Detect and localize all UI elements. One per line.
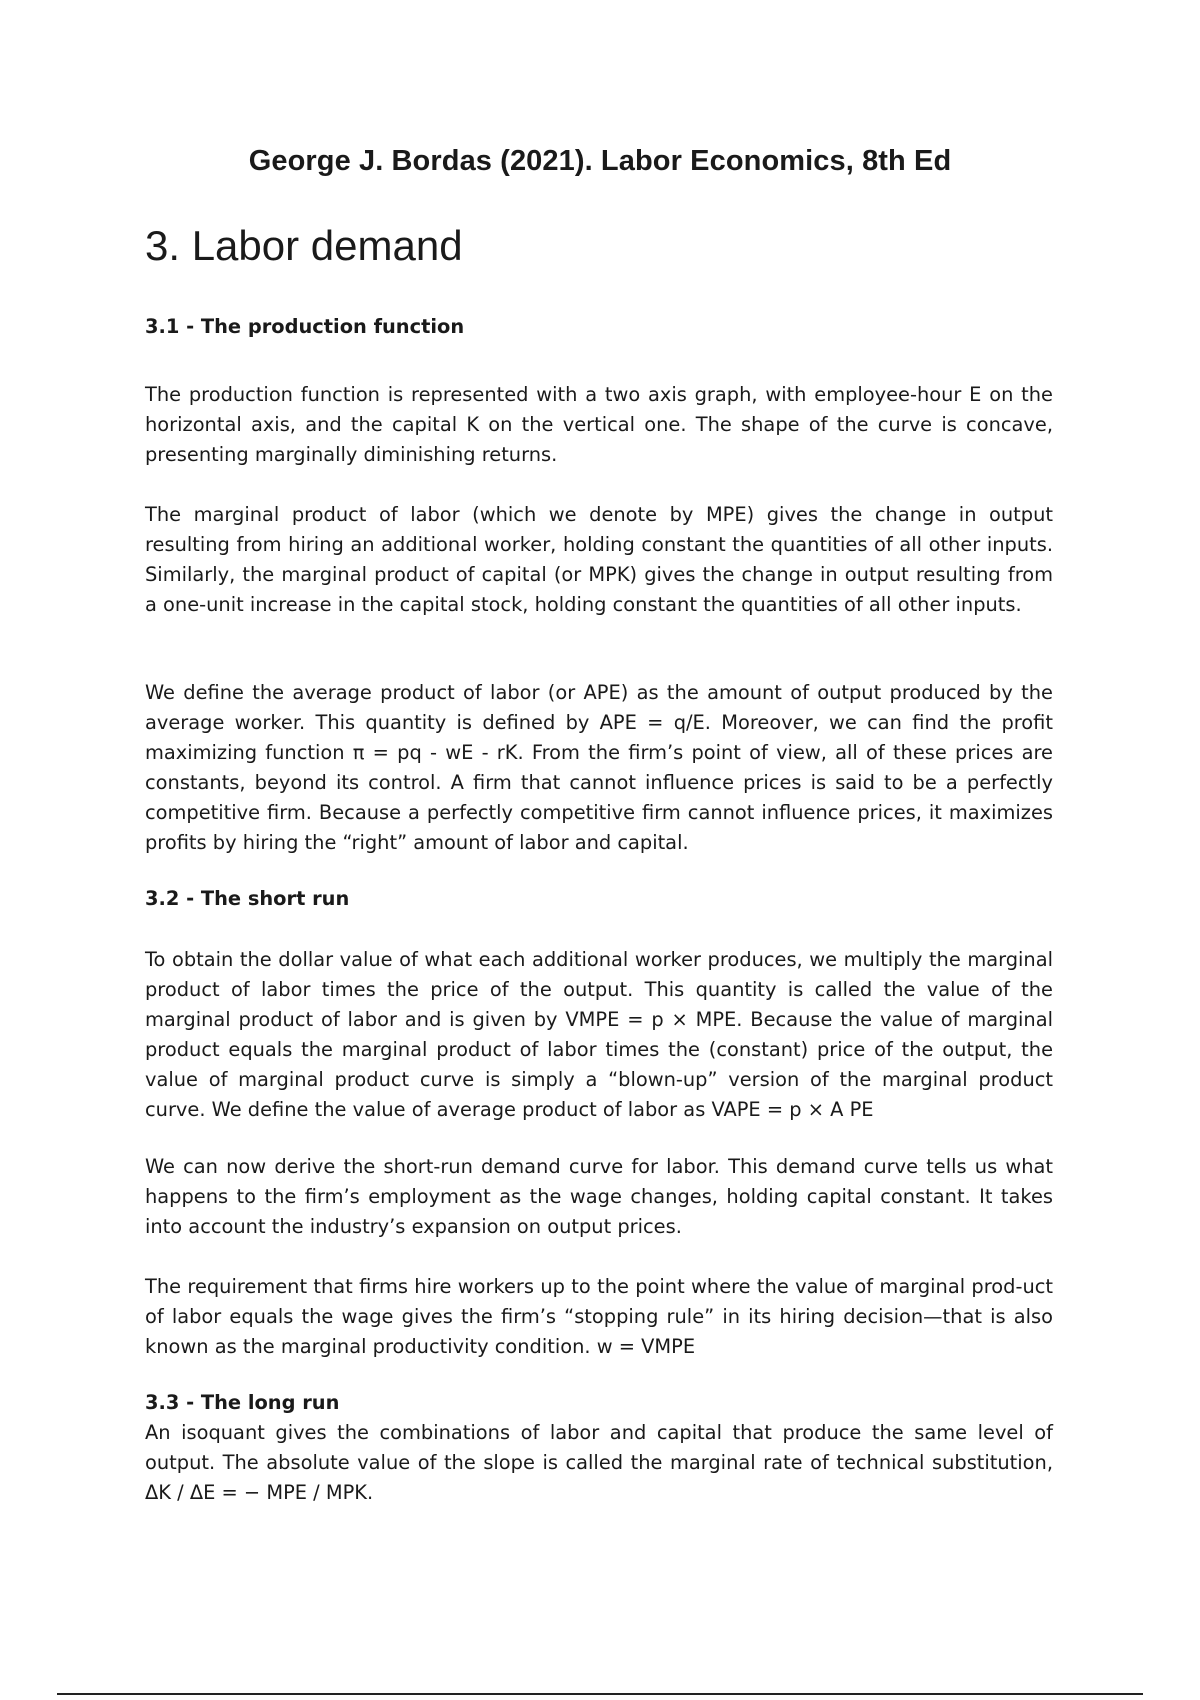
chapter-title: 3. Labor demand: [145, 222, 463, 269]
document-title: George J. Bordas (2021). Labor Economics, 8th Ed: [248, 145, 952, 177]
section-heading-3-2-block: [145, 884, 1053, 914]
paragraph-vmpe: To obtain the dollar value of what each additional worker produces, we multiply the marginal product of labor times the price of the output. This quantity is called the value of the marginal product of labor and is given by VMPE = p × MPE. Because the value of marginal product equals the marginal product of labor times the (constant) price of the output, the value of marginal product curve is simply a “blown-up” version of the marginal product curve. We define the value of average product of labor as VAPE = p × A PE: [145, 948, 1053, 1121]
paragraph-block: [145, 380, 1053, 470]
section-3-3-block: [145, 1388, 1053, 1508]
section-heading-3-1: 3.1 - The production function: [145, 315, 465, 338]
paragraph-block: [145, 1272, 1053, 1362]
paragraph-block: [145, 945, 1053, 1125]
section-heading-3-2: 3.2 - The short run: [145, 887, 350, 910]
paragraph-block: [145, 678, 1053, 858]
section-heading-3-3: 3.3 - The long run: [145, 1391, 340, 1414]
paragraph-stopping-rule: The requirement that firms hire workers up to the point where the value of marginal prod-uct of labor equals the wage gives the firm’s “stopping rule” in its hiring decision—that is also known as the marginal productivity condition. w = VMPE: [145, 1275, 1053, 1358]
paragraph-marginal-product: The marginal product of labor (which we denote by MPE) gives the change in output resulting from hiring an additional worker, holding constant the quantities of all other inputs. Similarly, the marginal product of capital (or MPK) gives the change in output resulting from a one-unit increase in the capital stock, holding constant the quantities of all other inputs.: [145, 503, 1053, 616]
paragraph-block: [145, 1152, 1053, 1242]
footer-divider: [57, 1693, 1143, 1695]
paragraph-production-function: The production function is represented with a two axis graph, with employee-hour E on the horizontal axis, and the capital K on the vertical one. The shape of the curve is concave, presenting marginally diminishing returns.: [145, 383, 1053, 466]
paragraph-average-product: We define the average product of labor (or APE) as the amount of output produced by the average worker. This quantity is defined by APE = q/E. Moreover, we can find the profit maximizing function π = pq - wE - rK. From the firm’s point of view, all of these prices are constants, beyond its control. A firm that cannot influence prices is said to be a perfectly competitive firm. Because a perfectly competitive firm cannot influence prices, it maximizes profits by hiring the “right” amount of labor and capital.: [145, 681, 1053, 854]
section-heading-3-1-block: [145, 312, 1053, 342]
paragraph-block: [145, 500, 1053, 620]
paragraph-short-run-demand: We can now derive the short-run demand curve for labor. This demand curve tells us what happens to the firm’s employment as the wage changes, holding capital constant. It takes into account the industry’s expansion on output prices.: [145, 1155, 1053, 1238]
paragraph-isoquant: An isoquant gives the combinations of labor and capital that produce the same level of output. The absolute value of the slope is called the marginal rate of technical substitution, ΔK / ΔE = − MPE / MPK.: [145, 1421, 1053, 1504]
